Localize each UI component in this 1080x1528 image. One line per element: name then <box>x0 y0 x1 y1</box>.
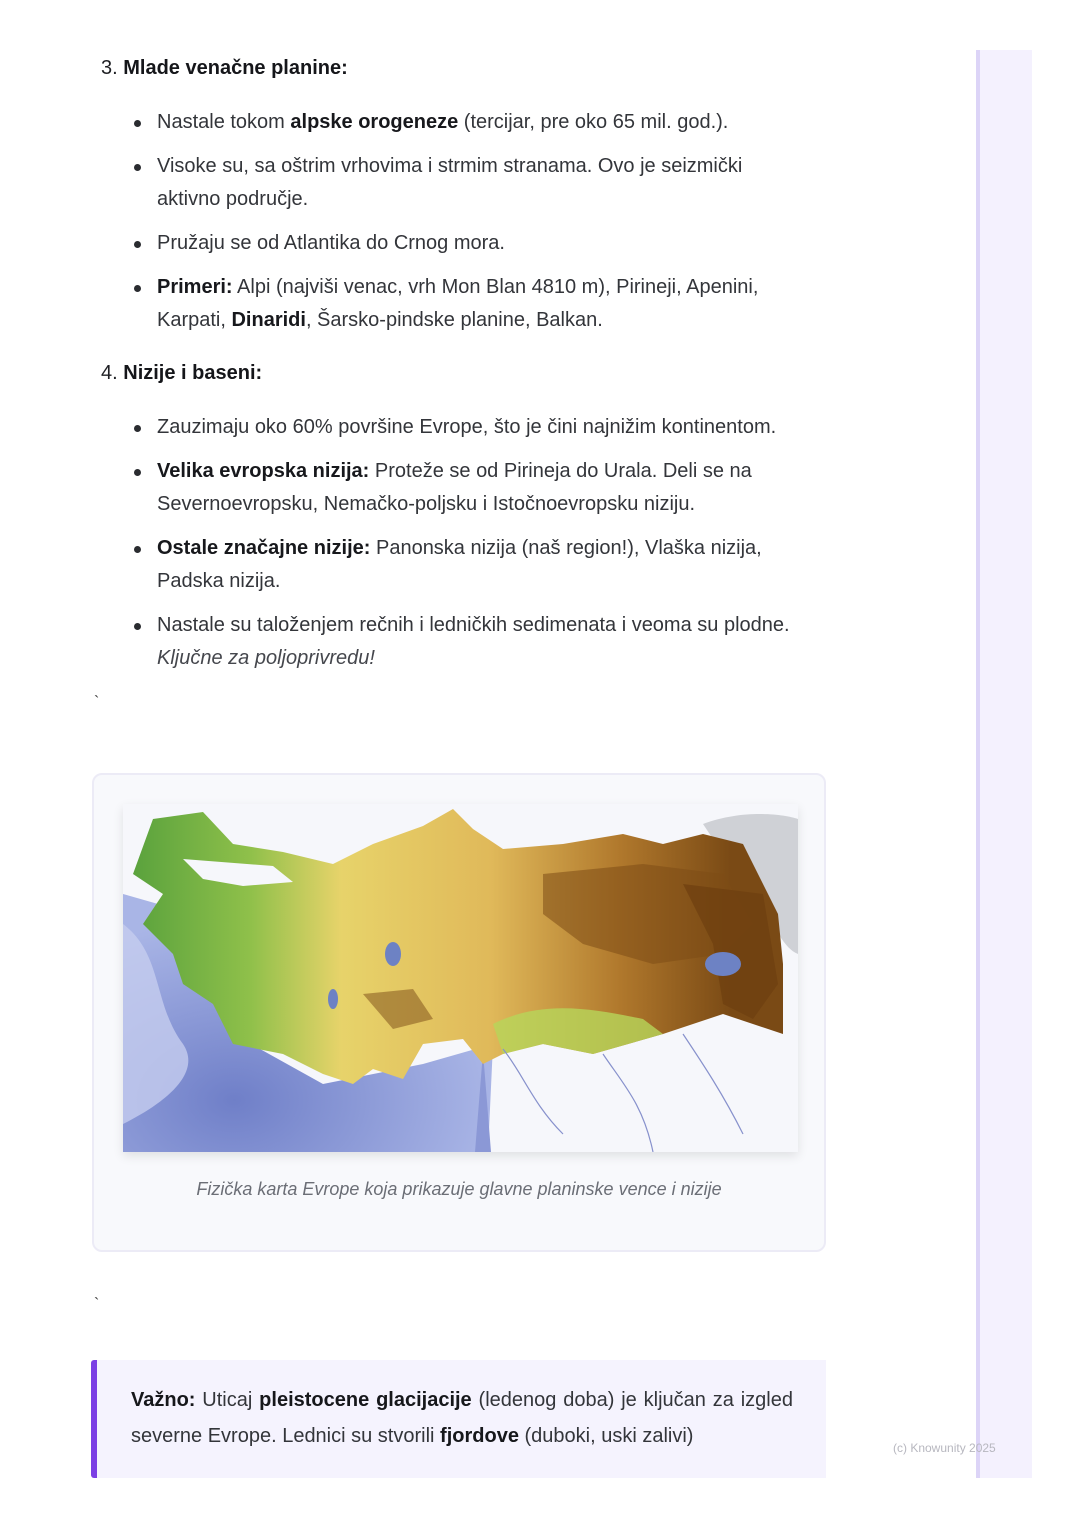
callout-label: Važno: <box>131 1389 196 1411</box>
side-decoration-strip <box>976 50 1032 1478</box>
important-callout: Važno: Uticaj pleistocene glacijacije (ledenog doba) je ključan za izgled severne Evrope. Lednici su stvorili fjordove (duboki, uski zalivi) <box>91 1360 826 1478</box>
list-item: Nastale su taloženjem rečnih i ledničkih sedimenata i veoma su plodne. Ključne za poljoprivredu! <box>101 609 831 675</box>
list-item: Ostale značajne nizije: Panonska nizija (naš region!), Vlaška nizija, Padska nizija. <box>101 532 831 598</box>
section-3-list <box>101 106 831 348</box>
section-number: 4. <box>101 362 118 384</box>
section-3-heading <box>101 54 348 82</box>
list-item: Pružaju se od Atlantika do Crnog mora. <box>101 227 831 260</box>
section-4-list <box>101 411 831 686</box>
figure-card <box>92 773 826 1252</box>
map-illustration <box>123 804 798 1152</box>
list-item: Zauzimaju oko 60% površine Evrope, što je čini najnižim kontinentom. <box>101 411 831 444</box>
figure-caption: Fizička karta Evrope koja prikazuje glavne planinske vence i nizije <box>196 1179 722 1199</box>
list-item: Nastale tokom alpske orogeneze (tercijar, pre oko 65 mil. god.). <box>101 106 831 139</box>
relief-map-image <box>123 804 798 1152</box>
section-title: Mlade venačne planine: <box>123 57 348 79</box>
list-item: Primeri: Alpi (najviši venac, vrh Mon Blan 4810 m), Pirineji, Apenini, Karpati, Dinaridi, Šarsko-pindske planine, Balkan. <box>101 271 831 337</box>
section-number: 3. <box>101 57 118 79</box>
stray-backtick: ` <box>94 694 100 711</box>
list-item: Visoke su, sa oštrim vrhovima i strmim stranama. Ovo je seizmički aktivno područje. <box>101 150 831 216</box>
copyright-notice: (c) Knowunity 2025 <box>893 1441 996 1455</box>
section-title: Nizije i baseni: <box>123 362 263 384</box>
section-4-heading <box>101 359 262 387</box>
stray-backtick: ` <box>94 1296 100 1313</box>
list-item: Velika evropska nizija: Proteže se od Pirineja do Urala. Deli se na Severnoevropsku, Nemačko-poljsku i Istočnoevropsku niziju. <box>101 455 831 521</box>
